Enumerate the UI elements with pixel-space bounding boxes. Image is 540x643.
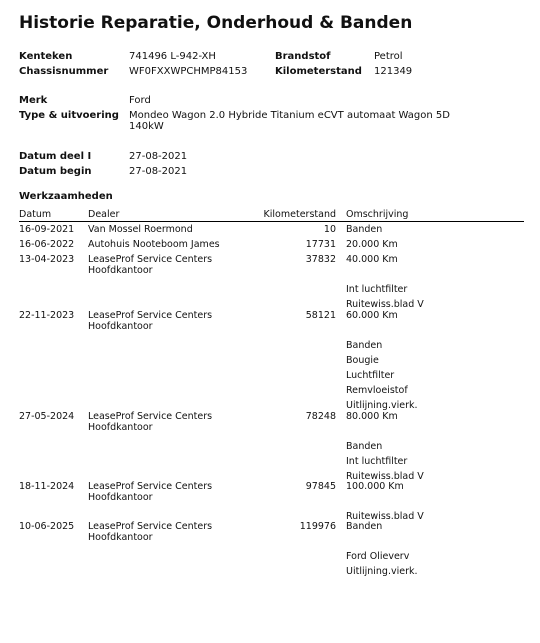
row-omschrijving: Luchtfilter — [346, 370, 395, 381]
row-omschrijving: Remvloeistof — [346, 385, 408, 396]
kenteken-label: Kenteken — [19, 51, 73, 62]
brandstof-label: Brandstof — [275, 51, 331, 62]
row-omschrijving: Banden — [346, 224, 383, 235]
row-omschrijving: Ruitewiss.blad V — [346, 299, 424, 310]
section-title: Werkzaamheden — [19, 191, 113, 202]
row-dealer: LeaseProf Service Centers — [88, 254, 213, 265]
row-dealer: Hoofdkantoor — [88, 422, 153, 433]
row-dealer: Autohuis Nooteboom James — [88, 239, 220, 250]
row-dealer: LeaseProf Service Centers — [88, 310, 213, 321]
row-dealer: Hoofdkantoor — [88, 265, 153, 276]
row-dealer: LeaseProf Service Centers — [88, 521, 213, 532]
kenteken-value: 741496 L-942-XH — [129, 51, 216, 62]
row-dealer: Hoofdkantoor — [88, 321, 153, 332]
datum-begin-label: Datum begin — [19, 166, 92, 177]
row-omschrijving: Ruitewiss.blad V — [346, 511, 424, 522]
datum-deel-label: Datum deel I — [19, 151, 92, 162]
header-divider — [19, 221, 524, 222]
row-date: 22-11-2023 — [19, 310, 75, 321]
type-label: Type & uitvoering — [19, 110, 119, 121]
row-date: 16-06-2022 — [19, 239, 75, 250]
row-omschrijving: Bougie — [346, 355, 379, 366]
row-date: 16-09-2021 — [19, 224, 75, 235]
row-dealer: Hoofdkantoor — [88, 532, 153, 543]
datum-begin-value: 27-08-2021 — [129, 166, 188, 177]
merk-label: Merk — [19, 95, 48, 106]
type-value-line1: Mondeo Wagon 2.0 Hybride Titanium eCVT automaat Wagon 5D — [129, 110, 450, 121]
row-date: 10-06-2025 — [19, 521, 75, 532]
header-dealer: Dealer — [88, 209, 120, 220]
row-omschrijving: Uitlijning.vierk. — [346, 566, 418, 577]
header-omschrijving: Omschrijving — [346, 209, 409, 220]
chassis-value: WF0FXXWPCHMP84153 — [129, 66, 248, 77]
datum-deel-value: 27-08-2021 — [129, 151, 188, 162]
row-dealer: Hoofdkantoor — [88, 492, 153, 503]
page-title: Historie Reparatie, Onderhoud & Banden — [19, 13, 413, 33]
kilometerstand-value: 121349 — [374, 66, 413, 77]
row-date: 27-05-2024 — [19, 411, 75, 422]
row-omschrijving: 40.000 Km — [346, 254, 398, 265]
row-omschrijving: Banden — [346, 521, 383, 532]
row-kilometerstand: 37832 — [305, 254, 336, 265]
row-omschrijving: Banden — [346, 441, 383, 452]
chassis-label: Chassisnummer — [19, 66, 109, 77]
row-date: 18-11-2024 — [19, 481, 75, 492]
row-dealer: LeaseProf Service Centers — [88, 411, 213, 422]
row-omschrijving: Int luchtfilter — [346, 284, 408, 295]
row-kilometerstand: 78248 — [305, 411, 336, 422]
row-omschrijving: 100.000 Km — [346, 481, 404, 492]
row-omschrijving: 60.000 Km — [346, 310, 398, 321]
row-dealer: Van Mossel Roermond — [88, 224, 193, 235]
row-omschrijving: Int luchtfilter — [346, 456, 408, 467]
row-kilometerstand: 58121 — [305, 310, 336, 321]
brandstof-value: Petrol — [374, 51, 403, 62]
row-omschrijving: Banden — [346, 340, 383, 351]
row-omschrijving: 80.000 Km — [346, 411, 398, 422]
header-datum: Datum — [19, 209, 52, 220]
row-dealer: LeaseProf Service Centers — [88, 481, 213, 492]
row-omschrijving: 20.000 Km — [346, 239, 398, 250]
row-omschrijving: Ford Olieverv — [346, 551, 410, 562]
row-kilometerstand: 10 — [323, 224, 336, 235]
row-kilometerstand: 119976 — [299, 521, 336, 532]
row-kilometerstand: 17731 — [305, 239, 336, 250]
row-date: 13-04-2023 — [19, 254, 75, 265]
merk-value: Ford — [129, 95, 151, 106]
row-omschrijving: Ruitewiss.blad V — [346, 471, 424, 482]
kilometerstand-label: Kilometerstand — [275, 66, 362, 77]
row-omschrijving: Uitlijning.vierk. — [346, 400, 418, 411]
row-kilometerstand: 97845 — [305, 481, 336, 492]
type-value-line2: 140kW — [129, 121, 164, 132]
header-kilometerstand: Kilometerstand — [263, 209, 336, 220]
